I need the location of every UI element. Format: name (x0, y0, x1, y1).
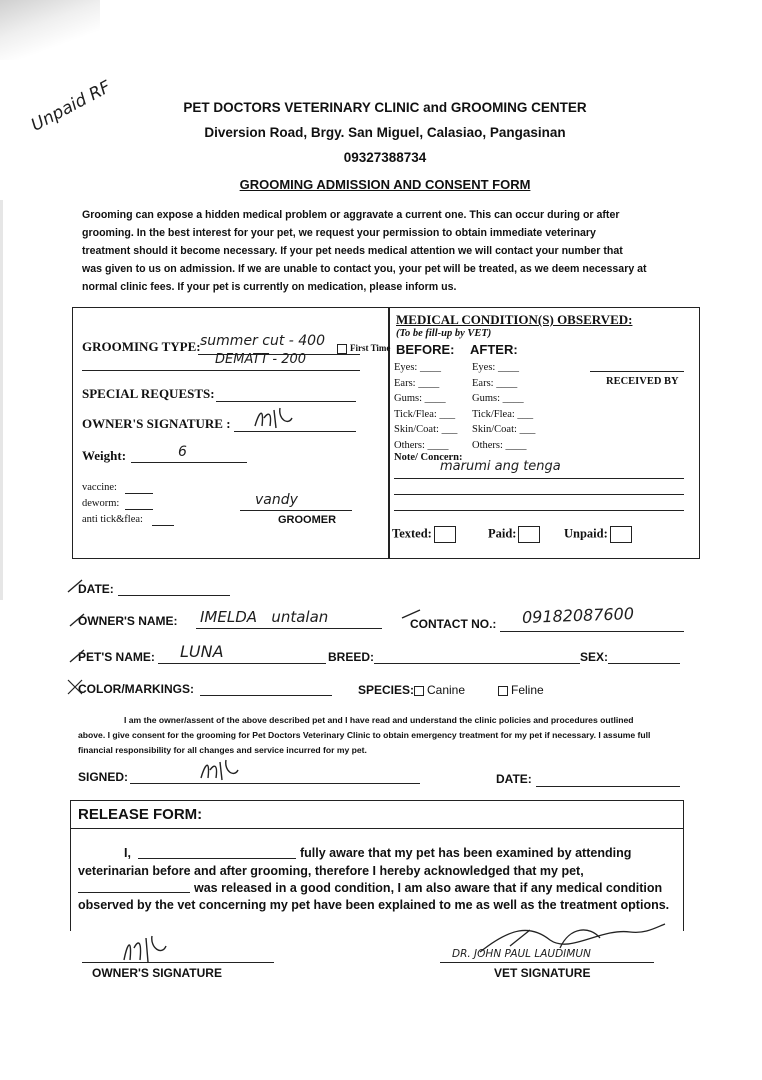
first-time-label: First Time (350, 343, 391, 353)
paid-label: Paid: (488, 526, 517, 541)
owner-signature-label: OWNER'S SIGNATURE : (82, 416, 231, 431)
note-value[interactable]: marumi ang tenga (440, 459, 561, 474)
after-item-ears[interactable]: Ears: ____ (472, 377, 518, 389)
release-i-label: I, (124, 846, 131, 860)
after-item-others[interactable]: Others: ____ (472, 439, 527, 451)
signed-label: SIGNED: (78, 770, 129, 784)
release-name-line[interactable] (138, 858, 296, 859)
consent-line: above. I give consent for the grooming for Pet Doctors Veterinary Clinic to obtain emergency treatment for my pet if necessary. I assume full (78, 730, 651, 740)
special-requests-label: SPECIAL REQUESTS: (82, 386, 215, 401)
canine-checkbox[interactable] (414, 686, 424, 696)
intro-line: grooming. In the best interest for your pet, we request your permission to obtain immediate veterinary (82, 227, 596, 239)
medical-title: MEDICAL CONDITION(S) OBSERVED: (396, 312, 633, 327)
before-item-eyes[interactable]: Eyes: ____ (394, 362, 441, 373)
signed-signature-scribble (196, 756, 256, 786)
note-line-3 (394, 510, 684, 511)
signed-date-label: DATE: (496, 772, 532, 786)
grooming-type-line-2 (82, 370, 360, 371)
paid-field[interactable] (488, 526, 540, 543)
intro-line: normal clinic fees. If your pet is currently on medication, please inform us. (82, 281, 457, 293)
owner-name-label: OWNER'S NAME: (78, 614, 178, 628)
release-line-4: observed by the vet concerning my pet have been explained to me as well as the treatment options. (78, 898, 670, 912)
after-item-gums[interactable]: Gums: ____ (472, 393, 524, 405)
checkmark-color (66, 676, 86, 696)
consent-line: I am the owner/assent of the above described pet and I have read and understand the clinic policies and procedures outlined (124, 715, 634, 725)
note-line-1 (394, 478, 684, 479)
before-checklist (394, 360, 457, 454)
form-title: GROOMING ADMISSION AND CONSENT FORM (239, 177, 531, 192)
groomer-label: GROOMER (278, 514, 337, 526)
handwritten-annotation: Unpaid RF (28, 77, 115, 136)
sex-line[interactable] (608, 663, 680, 664)
unpaid-checkbox[interactable] (610, 526, 632, 543)
release-line-3-rest: was released in a good condition, I am also aware that if any medical condition (194, 881, 663, 895)
vaccine-line[interactable] (125, 493, 153, 494)
color-markings-line[interactable] (200, 695, 332, 696)
release-line-2: veterinarian before and after grooming, therefore I hereby acknowledged that my pet, (78, 864, 584, 878)
release-line-1 (124, 846, 131, 860)
groomer-name: vandy (255, 492, 298, 508)
anti-tick-label: anti tick&flea: (82, 514, 143, 525)
sex-label: SEX: (580, 650, 609, 664)
checkmark-contact (400, 606, 424, 626)
vet-signature-label: VET SIGNATURE (494, 966, 591, 980)
pet-name-label: PET'S NAME: (78, 650, 155, 664)
pet-name-line[interactable] (158, 663, 326, 664)
paid-checkbox[interactable] (518, 526, 540, 543)
clinic-name: PET DOCTORS VETERINARY CLINIC and GROOMING CENTER (183, 100, 587, 115)
contact-line[interactable] (500, 631, 684, 632)
checkmark-owner-name (68, 610, 88, 630)
before-item-tick-flea[interactable]: Tick/Flea: ___ (394, 408, 456, 420)
grooming-type-value-1[interactable]: summer cut - 400 (200, 333, 325, 349)
breed-label: BREED: (328, 650, 375, 664)
consent-paragraph (78, 713, 698, 758)
texted-label: Texted: (392, 526, 432, 541)
contact-value[interactable]: 09182087600 (521, 604, 635, 627)
note-line-2 (394, 494, 684, 495)
groomer-line (240, 510, 352, 511)
after-item-tick-flea[interactable]: Tick/Flea: ___ (472, 408, 534, 420)
canine-label: Canine (427, 683, 466, 697)
before-item-ears[interactable]: Ears: ____ (394, 377, 440, 389)
pet-name-value[interactable]: LUNA (180, 642, 224, 661)
vaccine-label: vaccine: (82, 482, 117, 493)
release-owner-signature-label: OWNER'S SIGNATURE (92, 966, 222, 980)
release-owner-signature-scribble (116, 930, 186, 966)
release-owner-signature-line[interactable] (82, 962, 274, 963)
note-label: Note/ Concern: (394, 452, 463, 463)
vet-signature-line[interactable] (440, 962, 654, 963)
before-item-others[interactable]: Others: ____ (394, 439, 449, 451)
release-title-underline (70, 828, 684, 829)
signed-date-line[interactable] (536, 786, 680, 787)
owner-name-line[interactable] (196, 628, 382, 629)
release-title: RELEASE FORM: (78, 806, 203, 823)
checkbox-icon[interactable] (337, 344, 347, 354)
vet-name: DR. JOHN PAUL LAUDIMUN (452, 948, 591, 960)
species-label: SPECIES: (358, 683, 415, 697)
owner-name-value[interactable]: IMELDA untalan (200, 608, 329, 626)
date-line[interactable] (118, 595, 230, 596)
release-pet-line[interactable] (78, 892, 190, 893)
feline-label: Feline (511, 683, 544, 697)
intro-line: treatment should it become necessary. If your pet needs medical attention we will contact your number that (82, 245, 623, 257)
received-by-line[interactable] (590, 371, 684, 372)
after-label: AFTER: (470, 342, 518, 357)
intro-line: was given to us on admission. If we are unable to contact you, your pet will be treated, as we deem necessary at (82, 263, 647, 275)
clinic-phone: 09327388734 (343, 150, 427, 165)
texted-field[interactable] (392, 526, 456, 543)
texted-checkbox[interactable] (434, 526, 456, 543)
before-item-gums[interactable]: Gums: ____ (394, 393, 446, 405)
deworm-line[interactable] (125, 509, 153, 510)
intro-line: Grooming can expose a hidden medical problem or aggravate a current one. This can occur during or after (82, 209, 620, 221)
after-item-eyes[interactable]: Eyes: ____ (472, 362, 519, 373)
anti-tick-line[interactable] (152, 525, 174, 526)
canine-option[interactable] (414, 683, 465, 697)
weight-value[interactable]: 6 (178, 444, 187, 460)
deworm-label: deworm: (82, 498, 120, 509)
feline-checkbox[interactable] (498, 686, 508, 696)
clinic-address: Diversion Road, Brgy. San Miguel, Calasiao, Pangasinan (204, 125, 566, 140)
special-requests-line[interactable] (216, 401, 356, 402)
intro-paragraph (82, 206, 692, 296)
scan-edge-line (0, 200, 3, 600)
first-time-checkbox[interactable] (337, 343, 390, 354)
release-line-1-rest: fully aware that my pet has been examined by attending (300, 846, 632, 860)
date-label: DATE: (78, 582, 114, 596)
after-item-skin-coat[interactable]: Skin/Coat: ___ (472, 424, 536, 436)
signed-line[interactable] (130, 783, 420, 784)
consent-line: financial responsibility for all changes and service incurred for my pet. (78, 745, 367, 755)
medical-subtitle: (To be fill-up by VET) (396, 328, 492, 339)
unpaid-field[interactable] (564, 526, 632, 543)
received-by-label: RECEIVED BY (606, 376, 679, 387)
scan-edge-shadow (0, 0, 100, 60)
color-markings-label: COLOR/MARKINGS: (78, 682, 194, 696)
contact-label: CONTACT NO.: (410, 617, 497, 631)
weight-line[interactable] (131, 462, 247, 463)
breed-line[interactable] (374, 663, 580, 664)
grooming-type-value-2[interactable]: DEMATT - 200 (215, 352, 307, 367)
after-checklist (472, 360, 535, 454)
before-item-skin-coat[interactable]: Skin/Coat: ___ (394, 424, 458, 436)
unpaid-label: Unpaid: (564, 526, 608, 541)
grooming-type-label: GROOMING TYPE: (82, 339, 201, 354)
feline-option[interactable] (498, 683, 544, 697)
before-label: BEFORE: (396, 342, 455, 357)
checkmark-pet-name (68, 646, 88, 666)
weight-label: Weight: (82, 448, 127, 463)
checkmark-date (66, 576, 86, 596)
owner-signature-scribble (250, 404, 310, 434)
